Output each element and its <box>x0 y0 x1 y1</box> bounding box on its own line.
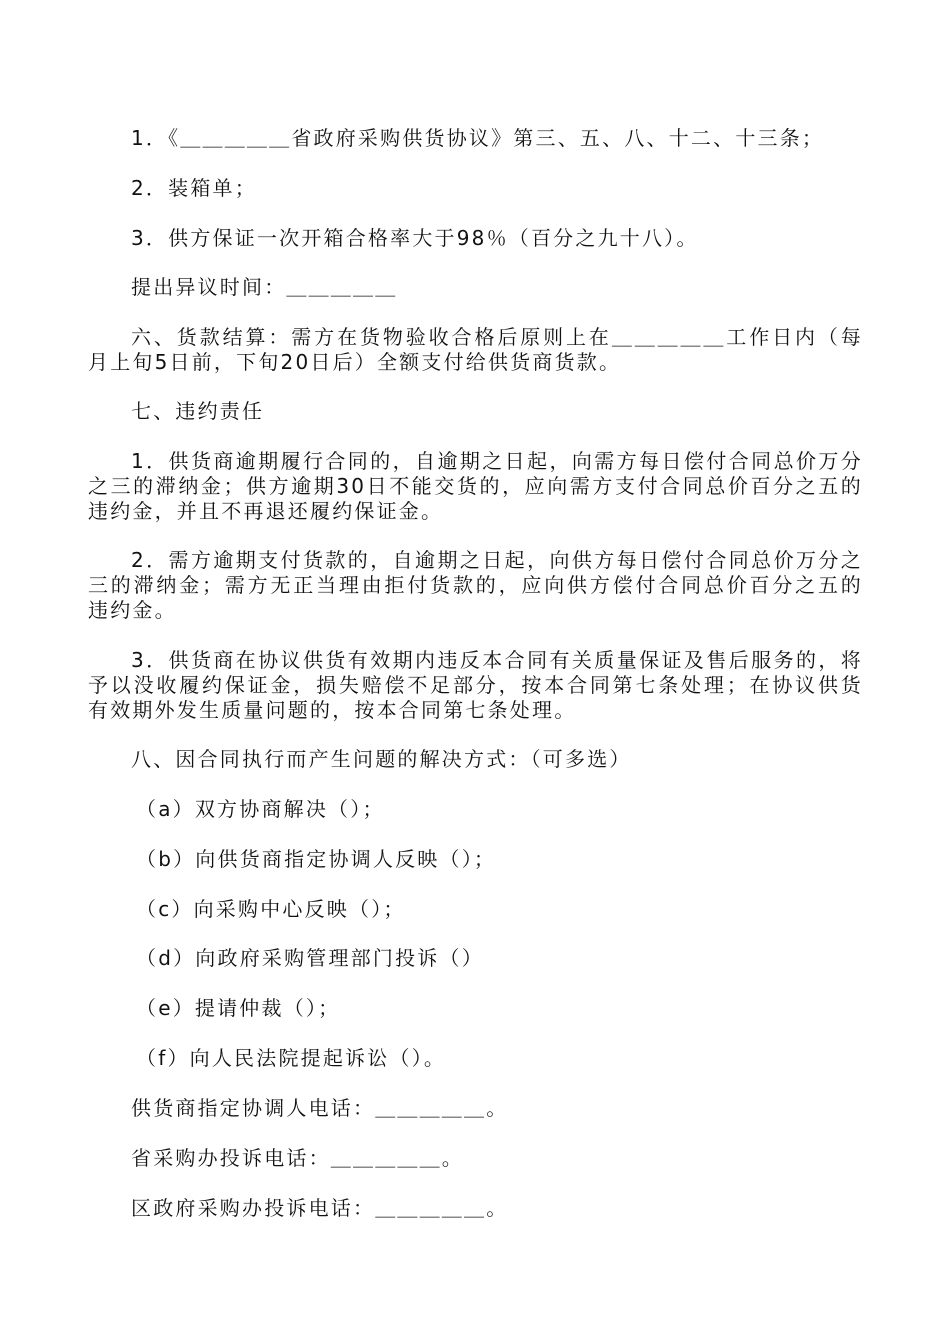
resolution-option-c: （c）向采购中心反映（）； <box>136 897 406 921</box>
coordinator-phone-line: 供货商指定协调人电话：＿＿＿＿＿。 <box>131 1096 509 1120</box>
section-six-payment: 六、货款结算：需方在货物验收合格后原则上在＿＿＿＿＿工作日内（每月上旬5日前，下旬20日后）全额支付给供货商货款。 <box>88 325 863 374</box>
liability-clause-3: 3．供货商在协议供货有效期内违反本合同有关质量保证及售后服务的，将予以没收履约保证金，损失赔偿不足部分，按本合同第七条处理；在协议供货有效期外发生质量问题的，按本合同第七条处理。 <box>88 648 863 722</box>
liability-clause-2: 2．需方逾期支付货款的，自逾期之日起，向供方每日偿付合同总价万分之三的滞纳金；需方无正当理由拒付货款的，应向供方偿付合同总价百分之五的违约金。 <box>88 548 863 622</box>
liability-clause-1: 1．供货商逾期履行合同的，自逾期之日起，向需方每日偿付合同总价万分之三的滞纳金；供方逾期30日不能交货的，应向需方支付合同总价百分之五的违约金，并且不再退还履约保证金。 <box>88 449 863 523</box>
resolution-option-b: （b）向供货商指定协调人反映（）； <box>136 847 497 871</box>
section-eight-heading: 八、因合同执行而产生问题的解决方式：（可多选） <box>131 747 632 771</box>
clause-basis-2: 2．装箱单； <box>131 176 257 200</box>
resolution-option-f: （f）向人民法院提起诉讼（）。 <box>136 1046 447 1070</box>
resolution-option-e: （e）提请仲裁（）； <box>136 996 341 1020</box>
province-complaint-phone-line: 省采购办投诉电话：＿＿＿＿＿。 <box>131 1146 464 1170</box>
clause-basis-1: 1．《＿＿＿＿＿省政府采购供货协议》第三、五、八、十二、十三条； <box>131 126 825 150</box>
section-seven-heading: 七、违约责任 <box>131 399 265 423</box>
district-complaint-phone-line: 区政府采购办投诉电话：＿＿＿＿＿。 <box>131 1196 509 1220</box>
clause-basis-3: 3．供方保证一次开箱合格率大于98％（百分之九十八）。 <box>131 226 699 250</box>
objection-time-line: 提出异议时间：＿＿＿＿＿ <box>131 275 398 299</box>
resolution-option-a: （a）双方协商解决（）； <box>136 797 385 821</box>
resolution-option-d: （d）向政府采购管理部门投诉（） <box>136 946 484 970</box>
